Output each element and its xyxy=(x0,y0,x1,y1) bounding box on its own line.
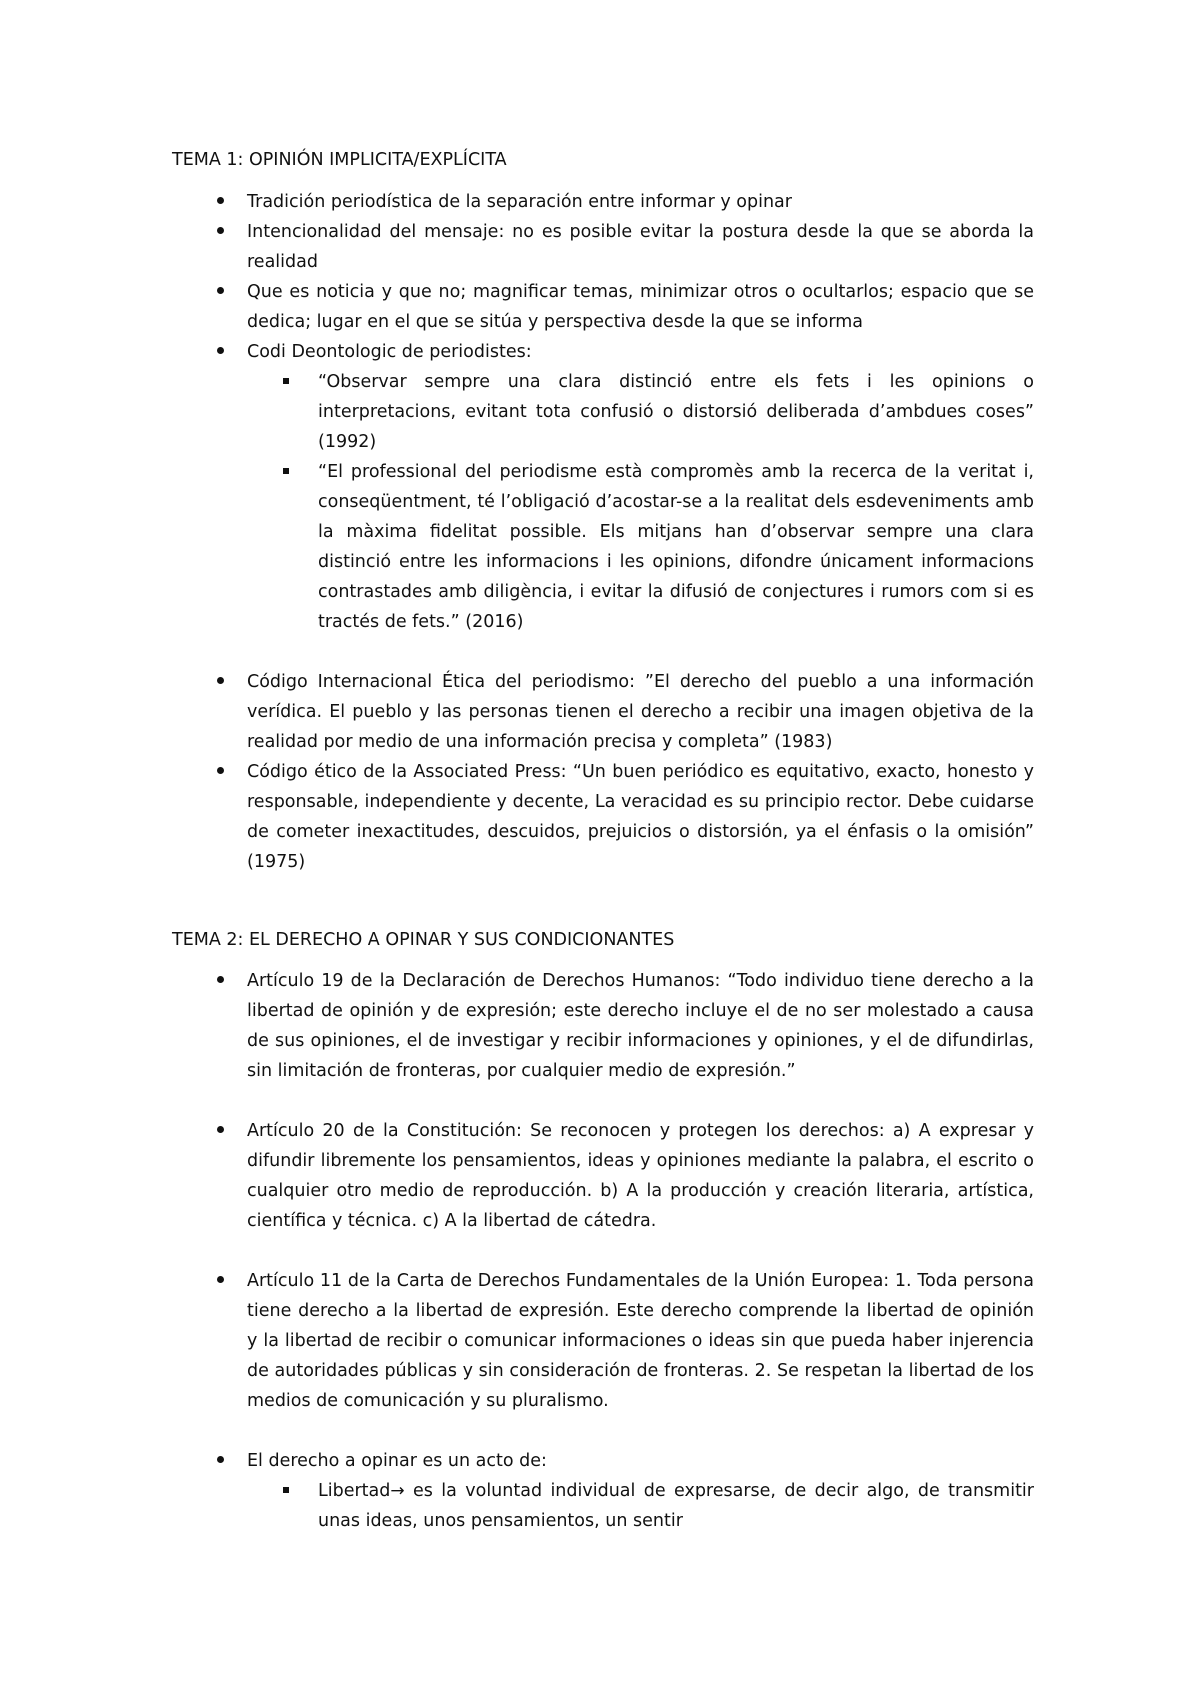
bullet-item xyxy=(0,337,1200,637)
bullet-item-text: Intencionalidad del mensaje: no es posible evitar la postura desde la que se aborda la realidad xyxy=(247,222,1034,272)
bullet-item xyxy=(0,757,1200,877)
sub-bullet-item-text: “Observar sempre una clara distinció entre els fets i les opinions o interpretacions, evitant tota confusió o distorsió deliberada d’ambdues coses” (1992) xyxy=(318,372,1034,452)
sub-bullet-item xyxy=(0,457,1034,637)
bullet-item xyxy=(0,1266,1200,1416)
sub-bullet-item-text: “El professional del periodisme està compromès amb la recerca de la veritat i, conseqüentment, té l’obligació d’acostar-se a la realitat dels esdeveniments amb la màxima fidelitat possible. Els mitjans han d’observar sempre una clara distinció entre les informacions i les opinions, difondre únicament informacions contrastades amb diligència, i evitar la difusió de conjectures i rumors com si es tractés de fets.” (2016) xyxy=(318,462,1034,632)
bullet-item-text: Codi Deontologic de periodistes: xyxy=(247,342,532,362)
bullet-icon xyxy=(217,197,224,204)
sub-bullet-item-text: es la voluntad individual de expresarse, de decir algo, de transmitir unas ideas, unos pensamientos, un sentir xyxy=(318,1481,1034,1531)
arrow-right-icon: → xyxy=(390,1481,405,1501)
bullet-item xyxy=(0,1446,1200,1536)
sub-bullet-item xyxy=(0,1476,1034,1536)
sub-bullet-list xyxy=(0,1476,1034,1536)
bullet-item-text: El derecho a opinar es un acto de: xyxy=(247,1451,547,1471)
bullet-item-text: Tradición periodística de la separación entre informar y opinar xyxy=(247,192,792,212)
bullet-icon xyxy=(217,287,224,294)
sub-bullet-list xyxy=(0,367,1034,637)
bullet-item xyxy=(0,1116,1200,1236)
square-bullet-icon xyxy=(283,468,289,474)
bullet-icon xyxy=(217,1456,224,1463)
bullet-item xyxy=(0,217,1200,277)
bullet-item-text: Artículo 11 de la Carta de Derechos Fundamentales de la Unión Europea: 1. Toda persona tiene derecho a la libertad de expresión. Este derecho comprende la libertad de opinión y la libertad de recibir o comunicar informaciones o ideas sin que pueda haber injerencia de autoridades públicas y sin consideración de fronteras. 2. Se respetan la libertad de los medios de comunicación y su pluralismo. xyxy=(247,1271,1034,1411)
sub-bullet-item xyxy=(0,367,1034,457)
bullet-item-text: Código Internacional Ética del periodismo: ”El derecho del pueblo a una información verídica. El pueblo y las personas tienen el derecho a recibir una imagen objetiva de la realidad por medio de una información precisa y completa” (1983) xyxy=(247,672,1034,752)
bullet-item xyxy=(0,277,1200,337)
section-heading-tema-1: TEMA 1: OPINIÓN IMPLICITA/EXPLÍCITA xyxy=(172,150,507,170)
bullet-item xyxy=(0,187,1200,217)
bullet-icon xyxy=(217,1276,224,1283)
bullet-item-text: Artículo 19 de la Declaración de Derechos Humanos: “Todo individuo tiene derecho a la libertad de opinión y de expresión; este derecho incluye el de no ser molestado a causa de sus opiniones, el de investigar y recibir informaciones y opiniones, y el de difundirlas, sin limitación de fronteras, por cualquier medio de expresión.” xyxy=(247,971,1034,1081)
bullet-item xyxy=(0,667,1200,757)
bullet-icon xyxy=(217,347,224,354)
bullet-item-text: Código ético de la Associated Press: “Un buen periódico es equitativo, exacto, honesto y responsable, independiente y decente, La veracidad es su principio rector. Debe cuidarse de cometer inexactitudes, descuidos, prejuicios o distorsión, ya el énfasis o la omisión” (1975) xyxy=(247,762,1034,872)
bullet-icon xyxy=(217,227,224,234)
bullet-icon xyxy=(217,677,224,684)
bullet-item-text: Artículo 20 de la Constitución: Se reconocen y protegen los derechos: a) A expresar y difundir libremente los pensamientos, ideas y opiniones mediante la palabra, el escrito o cualquier otro medio de reproducción. b) A la producción y creación literaria, artística, científica y técnica. c) A la libertad de cátedra. xyxy=(247,1121,1034,1231)
bullet-icon xyxy=(217,976,224,983)
section-heading-tema-2: TEMA 2: EL DERECHO A OPINAR Y SUS CONDICIONANTES xyxy=(172,930,675,950)
tema-2-bullet-list xyxy=(0,966,1200,1536)
tema-1-bullet-list xyxy=(0,187,1200,877)
square-bullet-icon xyxy=(283,378,289,384)
bullet-item-text: Que es noticia y que no; magnificar temas, minimizar otros o ocultarlos; espacio que se dedica; lugar en el que se sitúa y perspectiva desde la que se informa xyxy=(247,282,1034,332)
bullet-icon xyxy=(217,1126,224,1133)
bullet-item xyxy=(0,966,1200,1086)
square-bullet-icon xyxy=(283,1487,289,1493)
bullet-icon xyxy=(217,767,224,774)
sub-bullet-term: Libertad xyxy=(318,1481,391,1501)
